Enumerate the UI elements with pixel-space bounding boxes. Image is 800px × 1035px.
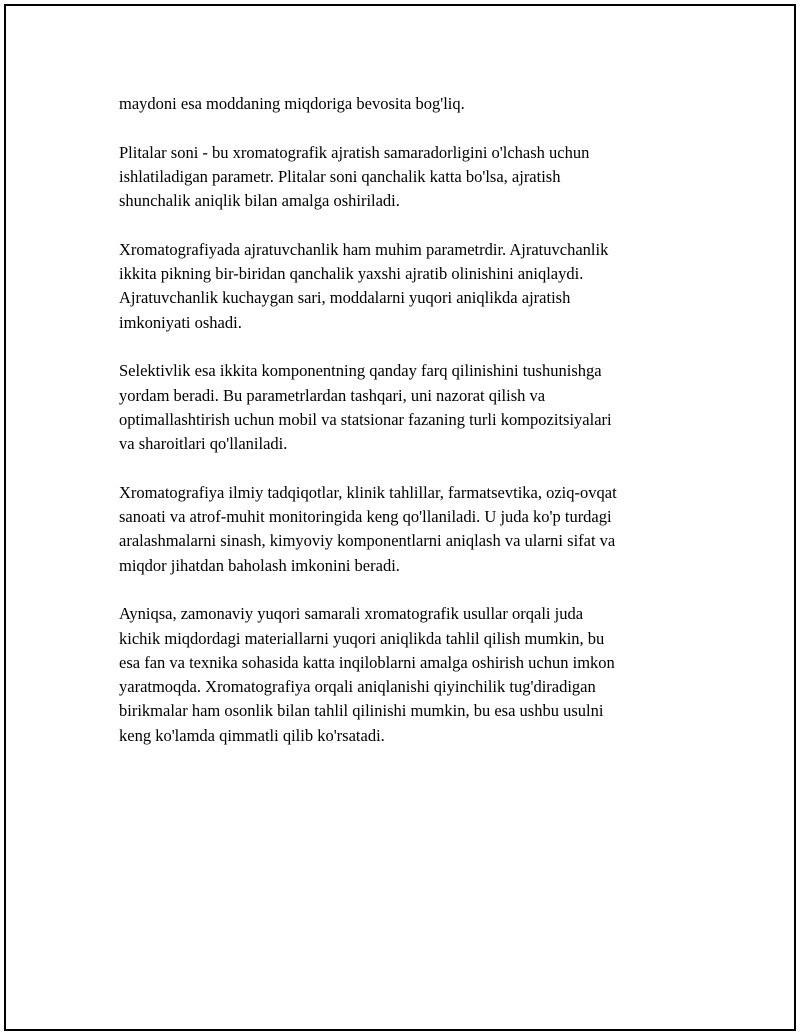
paragraph-6 [119,602,699,748]
paragraph-5 [119,481,699,578]
text-line: ikkita pikning bir-biridan qanchalik yaxshi ajratib olinishini aniqlaydi. [119,264,584,284]
text-line: maydoni esa moddaning miqdoriga bevosita bog'liq. [119,94,465,113]
text-line: sanoati va atrof-muhit monitoringida keng qo'llaniladi. U juda ko'p turdagi [119,507,612,527]
paragraph-1 [119,92,699,116]
text-line: Ayniqsa, zamonaviy yuqori samarali xromatografik usullar orqali juda [119,604,584,624]
text-line: birikmalar ham osonlik bilan tahlil qilinishi mumkin, bu esa ushbu usulni [119,701,604,721]
text-line: imkoniyati oshadi. [119,312,242,332]
document-body [119,92,699,748]
text-line: Xromatografiyada ajratuvchanlik ham muhim parametrdir. Ajratuvchanlik [119,239,609,259]
text-line: esa fan va texnika sohasida katta inqiloblarni amalga oshirish uchun imkon [119,652,615,672]
paragraph-3 [119,238,699,335]
text-line: kichik miqdordagi materiallarni yuqori aniqlikda tahlil qilish mumkin, bu [119,628,605,648]
paragraph-4 [119,359,699,456]
text-line: keng ko'lamda qimmatli qilib ko'rsatadi. [119,725,385,745]
text-line: aralashmalarni sinash, kimyoviy komponentlarni aniqlash va ularni sifat va [119,531,616,551]
text-line: va sharoitlari qo'llaniladi. [119,434,288,454]
text-line: Selektivlik esa ikkita komponentning qanday farq qilinishini tushunishga [119,361,602,381]
text-line: ishlatiladigan parametr. Plitalar soni qanchalik katta bo'lsa, ajratish [119,166,561,186]
text-line: optimallashtirish uchun mobil va statsionar fazaning turli kompozitsiyalari [119,409,612,429]
paragraph-2 [119,141,699,214]
text-line: Xromatografiya ilmiy tadqiqotlar, klinik tahlillar, farmatsevtika, oziq-ovqat [119,482,617,502]
text-line: yordam beradi. Bu parametrlardan tashqari, uni nazorat qilish va [119,385,546,405]
text-line: yaratmoqda. Xromatografiya orqali aniqlanishi qiyinchilik tug'diradigan [119,677,596,697]
text-line: shunchalik aniqlik bilan amalga oshiriladi. [119,191,400,211]
text-line: Plitalar soni - bu xromatografik ajratish samaradorligini o'lchash uchun [119,142,590,162]
text-line: Ajratuvchanlik kuchaygan sari, moddalarni yuqori aniqlikda ajratish [119,288,571,308]
text-line: miqdor jihatdan baholash imkonini beradi. [119,555,400,575]
